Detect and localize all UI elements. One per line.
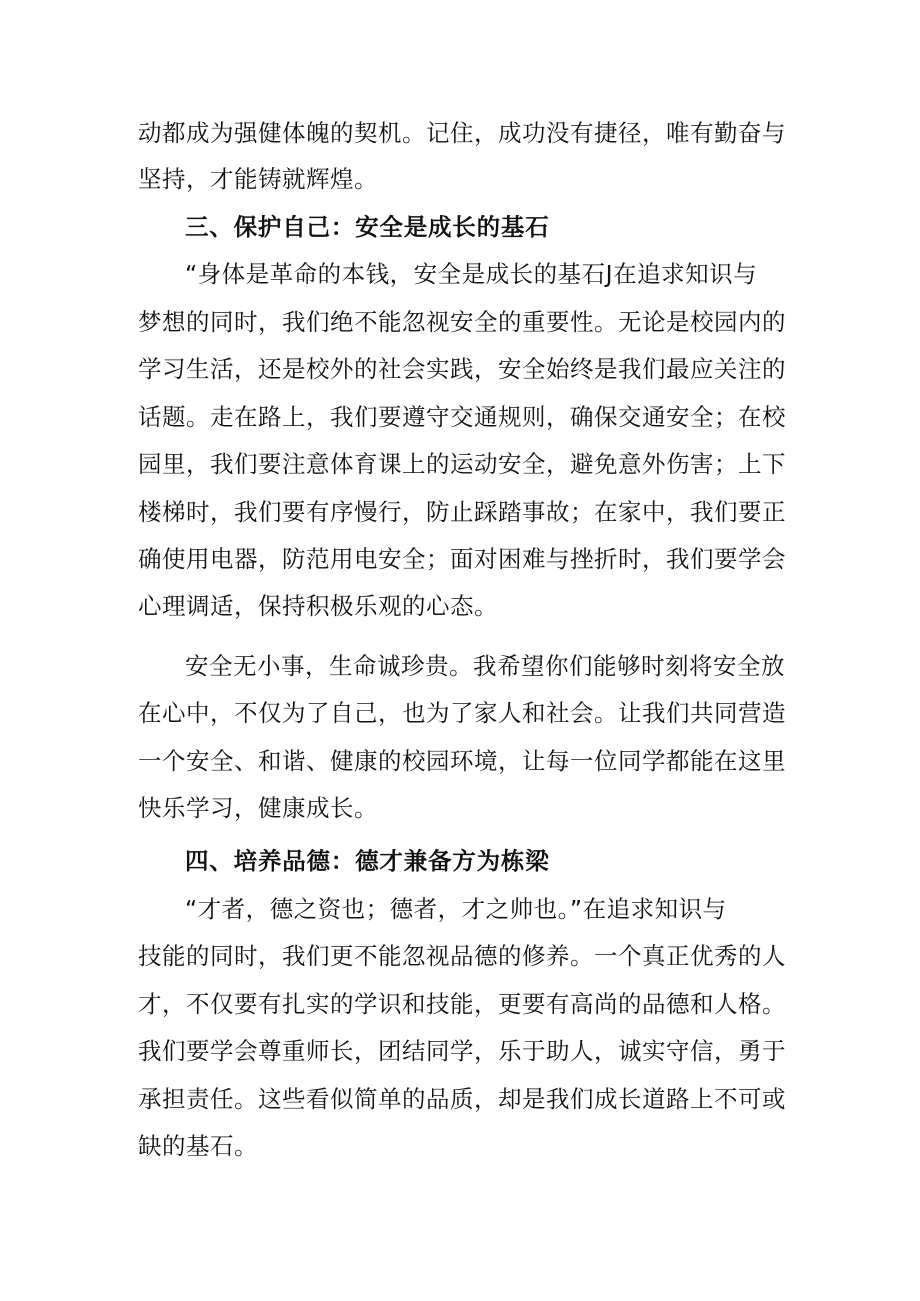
paragraph-line: 缺的基石。 xyxy=(138,1132,258,1160)
paragraph-line: 楼梯时，我们要有序慢行，防止踩踏事故；在家中，我们要正 xyxy=(138,498,786,526)
paragraph-line: “才者，德之资也；德者，才之帅也。”在追求知识与 xyxy=(185,895,727,923)
paragraph-line: 快乐学习，健康成长。 xyxy=(138,794,378,822)
paragraph-line: 技能的同时，我们更不能忽视品德的修养。一个真正优秀的人 xyxy=(138,942,786,970)
paragraph-line: “身体是革命的本钱，安全是成长的基石J在追求知识与 xyxy=(185,260,758,288)
section-heading: 四、培养品德：德才兼备方为栋梁 xyxy=(185,847,550,875)
paragraph-line: 才，不仅要有扎实的学识和技能，更要有高尚的品德和人格。 xyxy=(138,990,786,1018)
paragraph-line: 在心中，不仅为了自己，也为了家人和社会。让我们共同营造 xyxy=(138,699,786,727)
paragraph-line: 安全无小事，生命诚珍贵。我希望你们能够时刻将安全放 xyxy=(185,652,785,680)
paragraph-line: 话题。走在路上，我们要遵守交通规则，确保交通安全；在校 xyxy=(138,403,786,431)
paragraph-line: 学习生活，还是校外的社会实践，安全始终是我们最应关注的 xyxy=(138,355,786,383)
paragraph-line: 我们要学会尊重师长，团结同学，乐于助人，诚实守信，勇于 xyxy=(138,1037,786,1065)
paragraph-line: 承担责任。这些看似简单的品质，却是我们成长道路上不可或 xyxy=(138,1085,786,1113)
paragraph-line: 园里，我们要注意体育课上的运动安全，避免意外伤害；上下 xyxy=(138,450,786,478)
paragraph-line: 动都成为强健体魄的契机。记住，成功没有捷径，唯有勤奋与 xyxy=(138,119,786,147)
paragraph-line: 梦想的同时，我们绝不能忽视安全的重要性。无论是校园内的 xyxy=(138,308,786,336)
paragraph-line: 心理调适，保持积极乐观的心态。 xyxy=(138,592,498,620)
section-heading: 三、保护自己：安全是成长的基石 xyxy=(185,213,550,241)
paragraph-line: 确使用电器，防范用电安全；面对困难与挫折时，我们要学会 xyxy=(138,545,786,573)
paragraph-line: 坚持，才能铸就辉煌。 xyxy=(138,165,378,193)
paragraph-line: 一个安全、和谐、健康的校园环境，让每一位同学都能在这里 xyxy=(138,747,786,775)
